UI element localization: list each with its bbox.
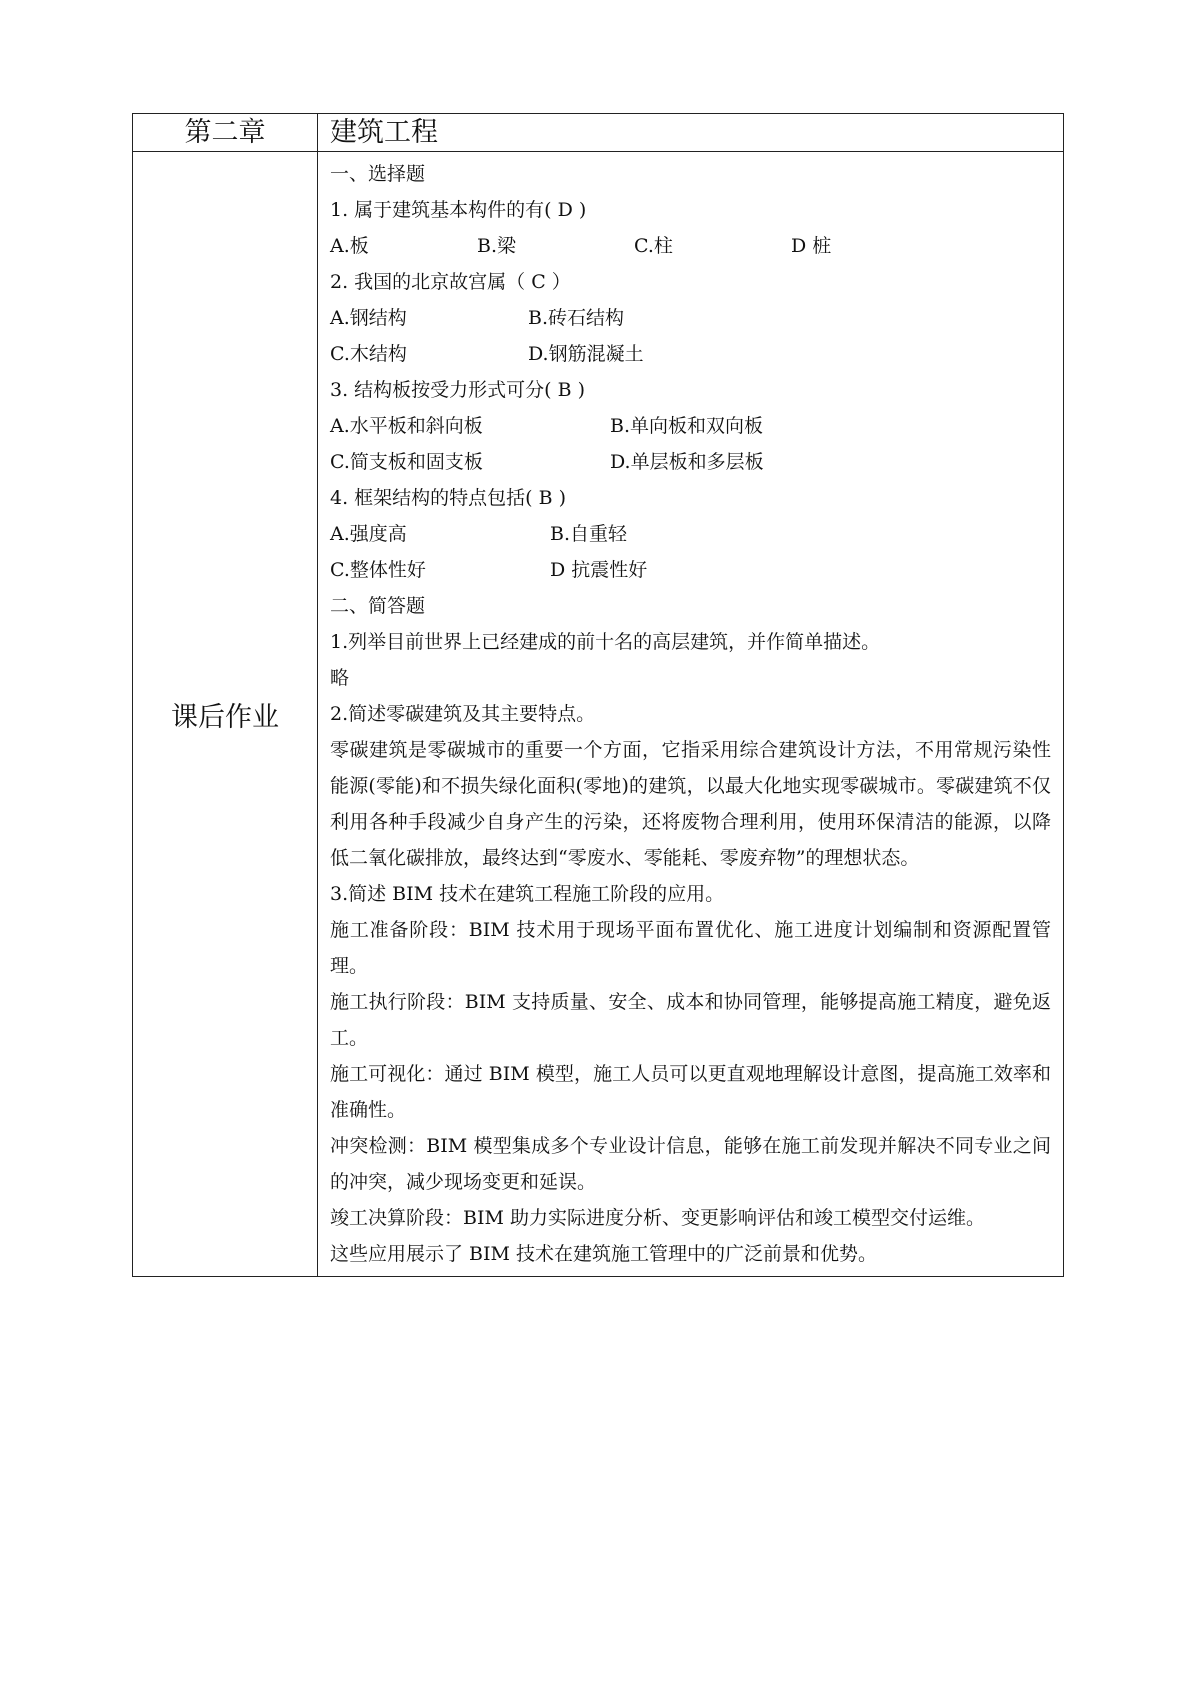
- question-4-options-ab: [330, 516, 1051, 552]
- option-c: C.柱: [634, 235, 673, 257]
- homework-table: [132, 113, 1064, 1277]
- option-a: A.钢结构: [330, 307, 407, 329]
- chapter-title-cell: 建筑工程: [318, 114, 1064, 152]
- header-row: [133, 114, 1064, 152]
- short-answer-2: 零碳建筑是零碳城市的重要一个方面，它指采用综合建筑设计方法，不用常规污染性能源(零能)和不损失绿化面积(零地)的建筑，以最大化地实现零碳城市。零碳建筑不仅利用各种手段减少自身产生的污染，还将废物合理利用，使用环保清洁的能源，以降低二氧化碳排放，最终达到“零废水、零能耗、零废弃物”的理想状态。: [330, 739, 1051, 869]
- short-answer-1: 略: [330, 667, 350, 689]
- option-c: C.整体性好: [330, 559, 426, 581]
- chapter-cell: 第二章: [133, 114, 318, 152]
- question-1-options: [330, 228, 1051, 264]
- question-1: 1. 属于建筑基本构件的有( D ): [330, 199, 587, 221]
- question-3: 3. 结构板按受力形式可分( B ): [330, 379, 586, 401]
- short-answer-3-item: 施工准备阶段：BIM 技术用于现场平面布置优化、施工进度计划编制和资源配置管理。: [330, 919, 1051, 977]
- question-2-options-ab: [330, 300, 1051, 336]
- option-d: D 抗震性好: [550, 559, 648, 581]
- option-a: A.板: [330, 235, 369, 257]
- option-d: D 桩: [791, 235, 832, 257]
- short-answer-3-item: 竣工决算阶段：BIM 助力实际进度分析、变更影响评估和竣工模型交付运维。: [330, 1207, 985, 1229]
- short-question-2: 2.简述零碳建筑及其主要特点。: [330, 703, 596, 725]
- question-3-options-ab: [330, 408, 1051, 444]
- section-heading-choice: 一、选择题: [330, 163, 426, 185]
- homework-label: 课后作业: [133, 152, 318, 1277]
- option-d: D.钢筋混凝土: [528, 343, 644, 365]
- short-answer-3-summary: 这些应用展示了 BIM 技术在建筑施工管理中的广泛前景和优势。: [330, 1243, 878, 1265]
- option-b: B.砖石结构: [528, 307, 625, 329]
- option-b: B.单向板和双向板: [610, 415, 764, 437]
- short-answer-3-item: 冲突检测：BIM 模型集成多个专业设计信息，能够在施工前发现并解决不同专业之间的冲突，减少现场变更和延误。: [330, 1135, 1051, 1193]
- question-4-options-cd: [330, 552, 1051, 588]
- short-question-1: 1.列举目前世界上已经建成的前十名的高层建筑，并作简单描述。: [330, 631, 881, 653]
- option-a: A.强度高: [330, 523, 407, 545]
- short-answer-3-item: 施工可视化：通过 BIM 模型，施工人员可以更直观地理解设计意图，提高施工效率和准确性。: [330, 1063, 1051, 1121]
- content-row: [133, 152, 1064, 1277]
- question-2: 2. 我国的北京故宫属（ C ）: [330, 271, 571, 293]
- short-answer-3-item: 施工执行阶段：BIM 支持质量、安全、成本和协同管理，能够提高施工精度，避免返工。: [330, 991, 1051, 1049]
- question-2-options-cd: [330, 336, 1051, 372]
- option-c: C.简支板和固支板: [330, 451, 483, 473]
- short-question-3: 3.简述 BIM 技术在建筑工程施工阶段的应用。: [330, 883, 725, 905]
- option-b: B.梁: [477, 235, 517, 257]
- question-4: 4. 框架结构的特点包括( B ): [330, 487, 567, 509]
- option-b: B.自重轻: [550, 523, 628, 545]
- content-cell: [318, 152, 1064, 1277]
- question-3-options-cd: [330, 444, 1051, 480]
- option-a: A.水平板和斜向板: [330, 415, 483, 437]
- option-c: C.木结构: [330, 343, 407, 365]
- option-d: D.单层板和多层板: [610, 451, 764, 473]
- section-heading-short-answer: 二、简答题: [330, 595, 426, 617]
